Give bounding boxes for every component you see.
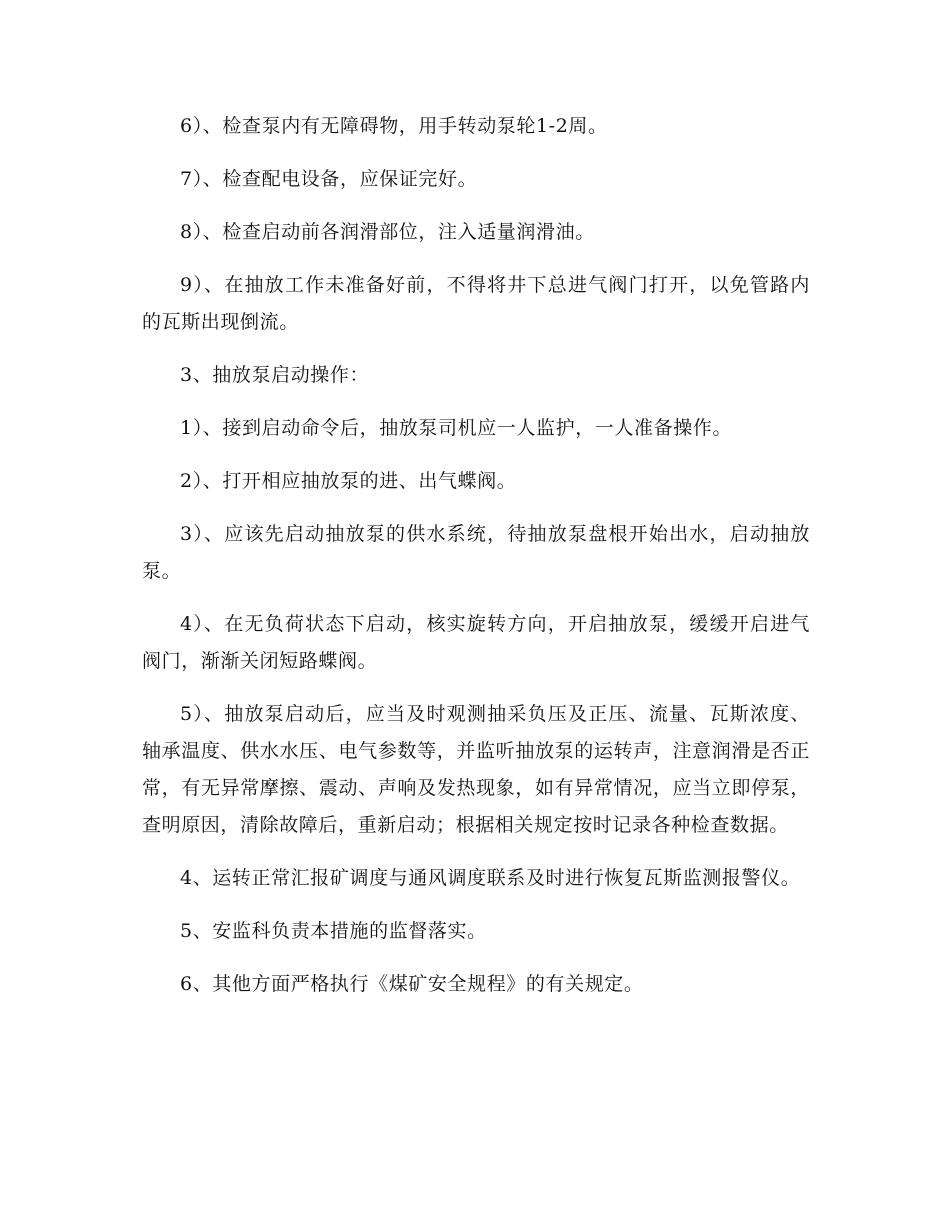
paragraph-safety-supervision: 5、安监科负责本措施的监督落实。: [180, 920, 487, 942]
document-body: [142, 108, 810, 1019]
paragraph-open-butterfly-valves: 2）、打开相应抽放泵的进、出气蝶阀。: [180, 470, 517, 492]
paragraph-inlet-valve-warning: 9）、在抽放工作未准备好前，不得将井下总进气阀门打开，以免管路内的瓦斯出现倒流。: [142, 274, 810, 333]
paragraph-check-lubrication: 8）、检查启动前各润滑部位，注入适量润滑油。: [180, 221, 595, 243]
paragraph-water-supply-start: 3）、应该先启动抽放泵的供水系统，待抽放泵盘根开始出水，启动抽放泵。: [142, 523, 810, 582]
paragraph-report-dispatch: 4、运转正常汇报矿调度与通风调度联系及时进行恢复瓦斯监测报警仪。: [180, 867, 801, 889]
paragraph-startup-command: 1）、接到启动命令后，抽放泵司机应一人监护，一人准备操作。: [180, 417, 732, 439]
section-heading-pump-startup: 3、抽放泵启动操作：: [180, 364, 370, 386]
paragraph-no-load-start: 4）、在无负荷状态下启动，核实旋转方向，开启抽放泵，缓缓开启进气阀门，渐渐关闭短路蝶阀。: [142, 613, 810, 672]
paragraph-post-start-monitoring: 5）、抽放泵启动后，应当及时观测抽采负压及正压、流量、瓦斯浓度、轴承温度、供水水压、电气参数等，并监听抽放泵的运转声，注意润滑是否正常，有无异常摩擦、震动、声响及发热现象，如有异常情况，应当立即停泵，查明原因，清除故障后，重新启动；根据相关规定按时记录各种检查数据。: [142, 703, 810, 836]
paragraph-check-pump-obstruction: 6）、检查泵内有无障碍物，用手转动泵轮1-2周。: [180, 115, 608, 137]
paragraph-check-power-equipment: 7）、检查配电设备，应保证完好。: [180, 168, 478, 190]
paragraph-safety-regulations: 6、其他方面严格执行《煤矿安全规程》的有关规定。: [180, 973, 644, 995]
